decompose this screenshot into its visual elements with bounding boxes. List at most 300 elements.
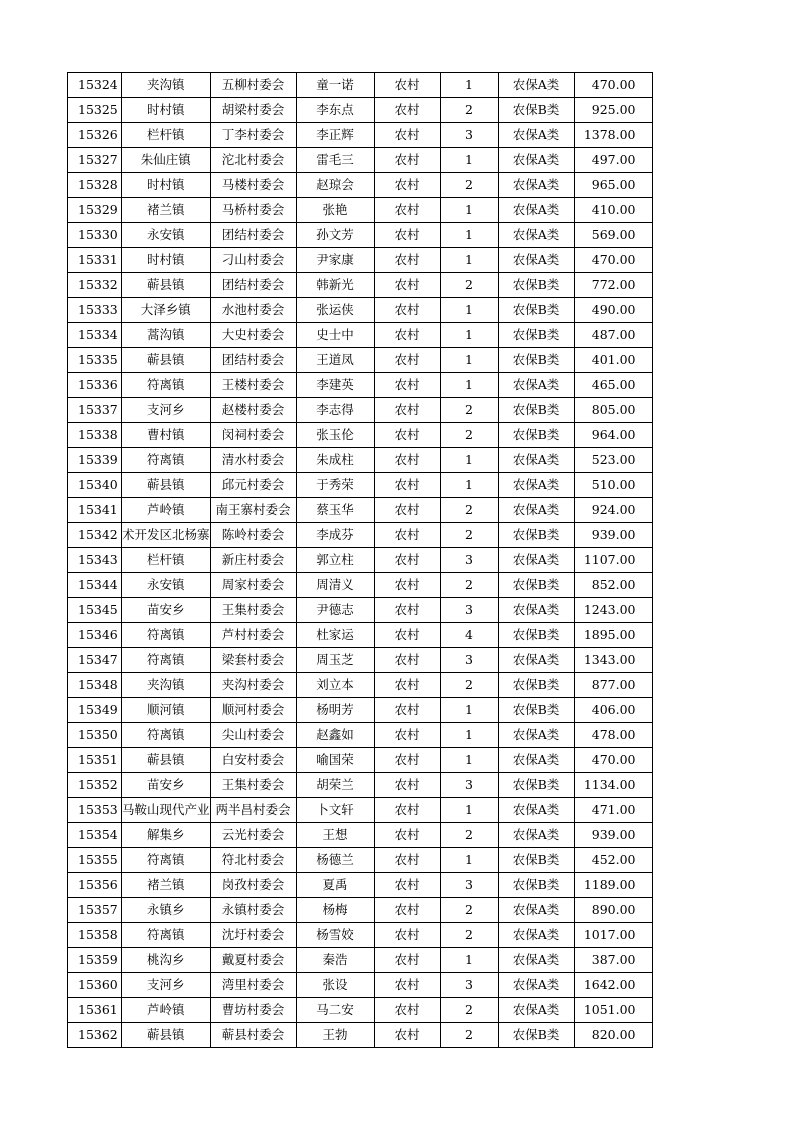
town-cell: 符离镇 [122, 623, 211, 648]
table-row [68, 673, 653, 698]
amount-cell: 939.00 [574, 523, 652, 548]
table-row [68, 973, 653, 998]
record-id-cell: 15329 [68, 198, 122, 223]
town-cell: 栏杆镇 [122, 548, 211, 573]
insurance-category-cell: 农保A类 [498, 598, 574, 623]
area-type-cell: 农村 [374, 148, 440, 173]
village-committee-cell: 白安村委会 [210, 748, 296, 773]
household-count-cell: 2 [440, 673, 498, 698]
table-row [68, 548, 653, 573]
town-cell: 时村镇 [122, 98, 211, 123]
amount-cell: 1642.00 [574, 973, 652, 998]
person-name-cell: 朱成柱 [296, 448, 374, 473]
village-committee-cell: 两半昌村委会 [210, 798, 296, 823]
amount-cell: 510.00 [574, 473, 652, 498]
household-count-cell: 1 [440, 148, 498, 173]
household-count-cell: 2 [440, 498, 498, 523]
area-type-cell: 农村 [374, 673, 440, 698]
insurance-category-cell: 农保A类 [498, 198, 574, 223]
area-type-cell: 农村 [374, 623, 440, 648]
household-count-cell: 2 [440, 1023, 498, 1048]
insurance-category-cell: 农保A类 [498, 798, 574, 823]
table-row [68, 298, 653, 323]
area-type-cell: 农村 [374, 1023, 440, 1048]
amount-cell: 465.00 [574, 373, 652, 398]
record-id-cell: 15330 [68, 223, 122, 248]
amount-cell: 523.00 [574, 448, 652, 473]
insurance-category-cell: 农保A类 [498, 648, 574, 673]
insurance-category-cell: 农保A类 [498, 998, 574, 1023]
person-name-cell: 喻国荣 [296, 748, 374, 773]
town-cell: 永镇乡 [122, 898, 211, 923]
insurance-category-cell: 农保A类 [498, 173, 574, 198]
record-id-cell: 15349 [68, 698, 122, 723]
record-id-cell: 15342 [68, 523, 122, 548]
area-type-cell: 农村 [374, 823, 440, 848]
table-row [68, 598, 653, 623]
person-name-cell: 赵琼会 [296, 173, 374, 198]
household-count-cell: 1 [440, 698, 498, 723]
record-id-cell: 15359 [68, 948, 122, 973]
area-type-cell: 农村 [374, 723, 440, 748]
record-id-cell: 15354 [68, 823, 122, 848]
household-count-cell: 3 [440, 123, 498, 148]
person-name-cell: 雷毛三 [296, 148, 374, 173]
amount-cell: 452.00 [574, 848, 652, 873]
record-id-cell: 15346 [68, 623, 122, 648]
table-row [68, 498, 653, 523]
insurance-category-cell: 农保B类 [498, 398, 574, 423]
table-row [68, 473, 653, 498]
table-row [68, 398, 653, 423]
household-count-cell: 4 [440, 623, 498, 648]
table-row [68, 623, 653, 648]
village-committee-cell: 刁山村委会 [210, 248, 296, 273]
town-cell: 蕲县镇 [122, 348, 211, 373]
area-type-cell: 农村 [374, 73, 440, 98]
town-cell: 褚兰镇 [122, 873, 211, 898]
amount-cell: 1343.00 [574, 648, 652, 673]
area-type-cell: 农村 [374, 273, 440, 298]
record-id-cell: 15351 [68, 748, 122, 773]
person-name-cell: 尹家康 [296, 248, 374, 273]
person-name-cell: 卜文轩 [296, 798, 374, 823]
amount-cell: 852.00 [574, 573, 652, 598]
area-type-cell: 农村 [374, 498, 440, 523]
area-type-cell: 农村 [374, 698, 440, 723]
table-row [68, 73, 653, 98]
area-type-cell: 农村 [374, 248, 440, 273]
record-id-cell: 15338 [68, 423, 122, 448]
table-row [68, 123, 653, 148]
record-id-cell: 15352 [68, 773, 122, 798]
village-committee-cell: 沈圩村委会 [210, 923, 296, 948]
table-row [68, 1023, 653, 1048]
table-row [68, 98, 653, 123]
person-name-cell: 孙文芳 [296, 223, 374, 248]
area-type-cell: 农村 [374, 373, 440, 398]
household-count-cell: 1 [440, 248, 498, 273]
town-cell: 符离镇 [122, 723, 211, 748]
table-row [68, 898, 653, 923]
insurance-category-cell: 农保A类 [498, 548, 574, 573]
insurance-category-cell: 农保A类 [498, 73, 574, 98]
insurance-category-cell: 农保B类 [498, 698, 574, 723]
village-committee-cell: 大史村委会 [210, 323, 296, 348]
person-name-cell: 李建英 [296, 373, 374, 398]
area-type-cell: 农村 [374, 523, 440, 548]
household-count-cell: 3 [440, 773, 498, 798]
area-type-cell: 农村 [374, 773, 440, 798]
insurance-category-cell: 农保B类 [498, 773, 574, 798]
person-name-cell: 夏禹 [296, 873, 374, 898]
person-name-cell: 童一诺 [296, 73, 374, 98]
town-cell: 符离镇 [122, 648, 211, 673]
village-committee-cell: 曹坊村委会 [210, 998, 296, 1023]
village-committee-cell: 陈岭村委会 [210, 523, 296, 548]
town-cell: 时村镇 [122, 173, 211, 198]
person-name-cell: 王道凤 [296, 348, 374, 373]
insurance-category-cell: 农保B类 [498, 1023, 574, 1048]
area-type-cell: 农村 [374, 448, 440, 473]
household-count-cell: 2 [440, 398, 498, 423]
insurance-category-cell: 农保A类 [498, 973, 574, 998]
insurance-category-cell: 农保A类 [498, 723, 574, 748]
area-type-cell: 农村 [374, 898, 440, 923]
village-committee-cell: 王集村委会 [210, 598, 296, 623]
area-type-cell: 农村 [374, 423, 440, 448]
insurance-category-cell: 农保B类 [498, 98, 574, 123]
amount-cell: 1134.00 [574, 773, 652, 798]
record-id-cell: 15360 [68, 973, 122, 998]
person-name-cell: 李正辉 [296, 123, 374, 148]
household-count-cell: 1 [440, 73, 498, 98]
person-name-cell: 秦浩 [296, 948, 374, 973]
amount-cell: 772.00 [574, 273, 652, 298]
table-row [68, 273, 653, 298]
household-count-cell: 2 [440, 898, 498, 923]
town-cell: 顺河镇 [122, 698, 211, 723]
town-cell: 曹村镇 [122, 423, 211, 448]
amount-cell: 478.00 [574, 723, 652, 748]
village-committee-cell: 马桥村委会 [210, 198, 296, 223]
household-count-cell: 2 [440, 173, 498, 198]
village-committee-cell: 夹沟村委会 [210, 673, 296, 698]
table-row [68, 873, 653, 898]
record-id-cell: 15347 [68, 648, 122, 673]
insurance-category-cell: 农保A类 [498, 373, 574, 398]
person-name-cell: 尹德志 [296, 598, 374, 623]
amount-cell: 490.00 [574, 298, 652, 323]
person-name-cell: 王想 [296, 823, 374, 848]
insurance-category-cell: 农保A类 [498, 823, 574, 848]
record-id-cell: 15357 [68, 898, 122, 923]
village-committee-cell: 尖山村委会 [210, 723, 296, 748]
insurance-category-cell: 农保A类 [498, 123, 574, 148]
area-type-cell: 农村 [374, 973, 440, 998]
household-count-cell: 1 [440, 348, 498, 373]
town-cell: 蕲县镇 [122, 273, 211, 298]
village-committee-cell: 丁李村委会 [210, 123, 296, 148]
record-id-cell: 15353 [68, 798, 122, 823]
area-type-cell: 农村 [374, 173, 440, 198]
person-name-cell: 蔡玉华 [296, 498, 374, 523]
insurance-category-cell: 农保B类 [498, 423, 574, 448]
insurance-category-cell: 农保A类 [498, 948, 574, 973]
person-name-cell: 周清义 [296, 573, 374, 598]
person-name-cell: 王勃 [296, 1023, 374, 1048]
village-committee-cell: 团结村委会 [210, 223, 296, 248]
insurance-category-cell: 农保B类 [498, 523, 574, 548]
insurance-category-cell: 农保B类 [498, 298, 574, 323]
insurance-category-cell: 农保B类 [498, 348, 574, 373]
town-cell: 芦岭镇 [122, 498, 211, 523]
table-row [68, 223, 653, 248]
person-name-cell: 于秀荣 [296, 473, 374, 498]
table-row [68, 998, 653, 1023]
town-cell: 时村镇 [122, 248, 211, 273]
insurance-category-cell: 农保A类 [498, 473, 574, 498]
town-cell: 永安镇 [122, 223, 211, 248]
area-type-cell: 农村 [374, 573, 440, 598]
household-count-cell: 1 [440, 848, 498, 873]
record-id-cell: 15355 [68, 848, 122, 873]
area-type-cell: 农村 [374, 948, 440, 973]
household-count-cell: 3 [440, 873, 498, 898]
town-cell: 符离镇 [122, 923, 211, 948]
table-row [68, 423, 653, 448]
amount-cell: 1895.00 [574, 623, 652, 648]
insurance-category-cell: 农保A类 [498, 898, 574, 923]
person-name-cell: 胡荣兰 [296, 773, 374, 798]
village-committee-cell: 赵楼村委会 [210, 398, 296, 423]
village-committee-cell: 蕲县村委会 [210, 1023, 296, 1048]
household-count-cell: 1 [440, 723, 498, 748]
area-type-cell: 农村 [374, 548, 440, 573]
town-cell: 夹沟镇 [122, 673, 211, 698]
record-id-cell: 15335 [68, 348, 122, 373]
town-cell: 蕲县镇 [122, 748, 211, 773]
amount-cell: 1378.00 [574, 123, 652, 148]
table-row [68, 173, 653, 198]
village-committee-cell: 新庄村委会 [210, 548, 296, 573]
record-id-cell: 15356 [68, 873, 122, 898]
record-id-cell: 15348 [68, 673, 122, 698]
person-name-cell: 杨雪姣 [296, 923, 374, 948]
village-committee-cell: 符北村委会 [210, 848, 296, 873]
household-count-cell: 1 [440, 798, 498, 823]
village-committee-cell: 南王寨村委会 [210, 498, 296, 523]
amount-cell: 470.00 [574, 748, 652, 773]
amount-cell: 820.00 [574, 1023, 652, 1048]
amount-cell: 924.00 [574, 498, 652, 523]
amount-cell: 406.00 [574, 698, 652, 723]
household-count-cell: 1 [440, 373, 498, 398]
table-row [68, 248, 653, 273]
area-type-cell: 农村 [374, 123, 440, 148]
amount-cell: 569.00 [574, 223, 652, 248]
household-count-cell: 2 [440, 273, 498, 298]
village-committee-cell: 戴夏村委会 [210, 948, 296, 973]
town-cell: 符离镇 [122, 848, 211, 873]
household-count-cell: 1 [440, 223, 498, 248]
village-committee-cell: 梁套村委会 [210, 648, 296, 673]
person-name-cell: 杨德兰 [296, 848, 374, 873]
amount-cell: 1017.00 [574, 923, 652, 948]
village-committee-cell: 团结村委会 [210, 348, 296, 373]
table-row [68, 198, 653, 223]
town-cell: 苗安乡 [122, 598, 211, 623]
records-table-body [68, 73, 653, 1048]
village-committee-cell: 邱元村委会 [210, 473, 296, 498]
table-row [68, 748, 653, 773]
village-committee-cell: 闵祠村委会 [210, 423, 296, 448]
record-id-cell: 15350 [68, 723, 122, 748]
amount-cell: 387.00 [574, 948, 652, 973]
household-count-cell: 2 [440, 573, 498, 598]
household-count-cell: 2 [440, 98, 498, 123]
table-row [68, 698, 653, 723]
table-row [68, 448, 653, 473]
insurance-category-cell: 农保B类 [498, 873, 574, 898]
town-cell: 马鞍山现代产业 [122, 798, 211, 823]
record-id-cell: 15362 [68, 1023, 122, 1048]
table-row [68, 723, 653, 748]
amount-cell: 410.00 [574, 198, 652, 223]
person-name-cell: 赵鑫如 [296, 723, 374, 748]
person-name-cell: 张玉伦 [296, 423, 374, 448]
town-cell: 符离镇 [122, 448, 211, 473]
record-id-cell: 15324 [68, 73, 122, 98]
insurance-category-cell: 农保B类 [498, 273, 574, 298]
record-id-cell: 15328 [68, 173, 122, 198]
insurance-category-cell: 农保A类 [498, 498, 574, 523]
amount-cell: 1107.00 [574, 548, 652, 573]
town-cell: 芦岭镇 [122, 998, 211, 1023]
town-cell: 苗安乡 [122, 773, 211, 798]
village-committee-cell: 马楼村委会 [210, 173, 296, 198]
record-id-cell: 15340 [68, 473, 122, 498]
area-type-cell: 农村 [374, 923, 440, 948]
town-cell: 蒿沟镇 [122, 323, 211, 348]
insurance-category-cell: 农保B类 [498, 673, 574, 698]
record-id-cell: 15331 [68, 248, 122, 273]
record-id-cell: 15337 [68, 398, 122, 423]
area-type-cell: 农村 [374, 298, 440, 323]
town-cell: 褚兰镇 [122, 198, 211, 223]
area-type-cell: 农村 [374, 598, 440, 623]
household-count-cell: 1 [440, 948, 498, 973]
table-row [68, 573, 653, 598]
table-row [68, 923, 653, 948]
area-type-cell: 农村 [374, 798, 440, 823]
person-name-cell: 郭立柱 [296, 548, 374, 573]
town-cell: 解集乡 [122, 823, 211, 848]
household-count-cell: 1 [440, 323, 498, 348]
household-count-cell: 1 [440, 448, 498, 473]
data-sheet [67, 72, 653, 1048]
village-committee-cell: 云光村委会 [210, 823, 296, 848]
household-count-cell: 2 [440, 823, 498, 848]
record-id-cell: 15334 [68, 323, 122, 348]
record-id-cell: 15327 [68, 148, 122, 173]
town-cell: 符离镇 [122, 373, 211, 398]
person-name-cell: 张设 [296, 973, 374, 998]
amount-cell: 877.00 [574, 673, 652, 698]
person-name-cell: 张运侠 [296, 298, 374, 323]
record-id-cell: 15358 [68, 923, 122, 948]
insurance-category-cell: 农保A类 [498, 923, 574, 948]
town-cell: 支河乡 [122, 973, 211, 998]
town-cell: 桃沟乡 [122, 948, 211, 973]
area-type-cell: 农村 [374, 348, 440, 373]
person-name-cell: 马二安 [296, 998, 374, 1023]
person-name-cell: 刘立本 [296, 673, 374, 698]
person-name-cell: 杜家运 [296, 623, 374, 648]
insurance-category-cell: 农保B类 [498, 848, 574, 873]
table-row [68, 648, 653, 673]
area-type-cell: 农村 [374, 648, 440, 673]
household-count-cell: 2 [440, 923, 498, 948]
record-id-cell: 15326 [68, 123, 122, 148]
household-count-cell: 1 [440, 198, 498, 223]
household-count-cell: 2 [440, 423, 498, 448]
table-row [68, 523, 653, 548]
person-name-cell: 李志得 [296, 398, 374, 423]
village-committee-cell: 水池村委会 [210, 298, 296, 323]
area-type-cell: 农村 [374, 473, 440, 498]
area-type-cell: 农村 [374, 748, 440, 773]
town-cell: 夹沟镇 [122, 73, 211, 98]
household-count-cell: 3 [440, 548, 498, 573]
person-name-cell: 张艳 [296, 198, 374, 223]
village-committee-cell: 顺河村委会 [210, 698, 296, 723]
insurance-category-cell: 农保B类 [498, 623, 574, 648]
table-row [68, 848, 653, 873]
table-row [68, 148, 653, 173]
village-committee-cell: 芦村村委会 [210, 623, 296, 648]
household-count-cell: 2 [440, 523, 498, 548]
area-type-cell: 农村 [374, 398, 440, 423]
person-name-cell: 杨梅 [296, 898, 374, 923]
area-type-cell: 农村 [374, 223, 440, 248]
amount-cell: 470.00 [574, 248, 652, 273]
record-id-cell: 15344 [68, 573, 122, 598]
household-count-cell: 1 [440, 473, 498, 498]
person-name-cell: 杨明芳 [296, 698, 374, 723]
person-name-cell: 李东点 [296, 98, 374, 123]
record-id-cell: 15361 [68, 998, 122, 1023]
record-id-cell: 15333 [68, 298, 122, 323]
table-row [68, 373, 653, 398]
village-committee-cell: 王楼村委会 [210, 373, 296, 398]
area-type-cell: 农村 [374, 323, 440, 348]
record-id-cell: 15341 [68, 498, 122, 523]
village-committee-cell: 五柳村委会 [210, 73, 296, 98]
record-id-cell: 15336 [68, 373, 122, 398]
town-cell: 支河乡 [122, 398, 211, 423]
table-row [68, 823, 653, 848]
table-row [68, 773, 653, 798]
insurance-category-cell: 农保B类 [498, 573, 574, 598]
amount-cell: 497.00 [574, 148, 652, 173]
table-row [68, 323, 653, 348]
village-committee-cell: 岗孜村委会 [210, 873, 296, 898]
amount-cell: 1189.00 [574, 873, 652, 898]
amount-cell: 964.00 [574, 423, 652, 448]
area-type-cell: 农村 [374, 98, 440, 123]
record-id-cell: 15339 [68, 448, 122, 473]
